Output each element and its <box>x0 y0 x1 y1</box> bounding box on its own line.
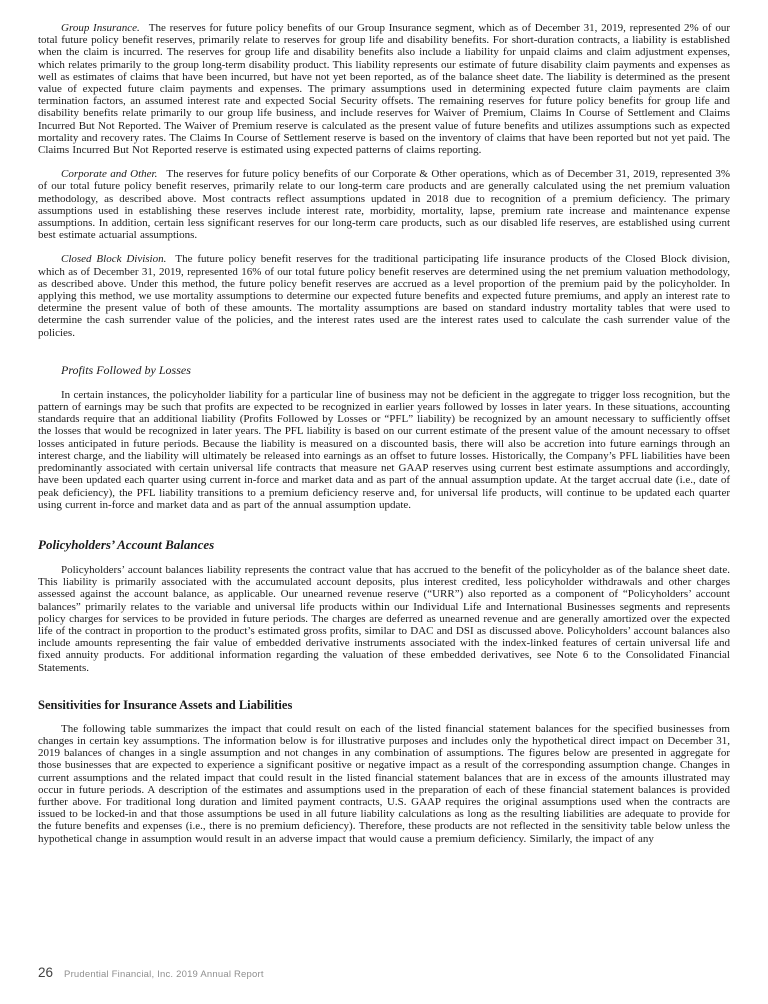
group-insurance-lead-in: Group Insurance. <box>61 22 140 34</box>
corporate-and-other-lead-in: Corporate and Other. <box>61 168 158 181</box>
paragraph-policyholders-account-balances <box>38 564 730 674</box>
corporate-and-other-text: The reserves for future policy benefits of our Corporate & Other operations, which as of December 31, 2019, represented 3% of our total future policy benefit reserves, primarily relate to our long-term care products and are generally calculated using the net premium valuation methodology, as described above. Most contracts reflect assumptions updated in 2018 due to recognition of a premium deficiency. The primary assumptions used in establishing these reserves include interest rate, morbidity, mortality, lapse, premium rate increase and maintenance expense assumptions. In addition, certain less significant reserves for our long-term care products, such as our disabled life reserves, are established using current best estimate actuarial assumptions. <box>38 168 731 242</box>
closed-block-division-text: The future policy benefit reserves for the traditional participating life insurance products of the Closed Block division, which as of December 31, 2019, represented 16% of our total future policy benefit reserves are determined using the net premium valuation methodology, as described above. Under this method, the future policy benefit reserves are accrued as a level proportion of the premium paid by the policyholder. In applying this method, we use mortality assumptions to determine our expected future benefits and expected future premiums, and apply an interest rate to determine the present value of both of these amounts. The mortality assumptions are based on standard industry mortality tables that were used to determine the cash surrender value of the policies, and the interest rates used are the interest rates used to calculate the cash surrender value of the policies. <box>38 253 730 339</box>
closed-block-division-lead-in: Closed Block Division. <box>61 253 167 266</box>
page-content <box>38 22 730 845</box>
policyholders-account-balances-text: Policyholders’ account balances liability represents the contract value that has accrued to the benefit of the policyholder as of the balance sheet date. This liability is primarily associated with the accumulated account deposits, plus interest credited, less policyholder withdrawals and other charges assessed against the account balance, as applicable. Our unearned revenue reserve (“URR”) also reported as a component of “Policyholders’ account balances” primarily relates to the variable and universal life products within our Individual Life and International Businesses segments and represents policy charges for services to be provided in future periods. The charges are deferred as unearned revenue and are generally amortized over the expected life of the contract in proportion to the product’s estimated gross profits, similar to DAC and DSI as discussed above. Policyholders’ account balances also include amounts representing the fair value of embedded derivative instruments associated with the index-linked features of certain universal life and fixed annuity products. For additional information regarding the valuation of these embedded derivatives, see Note 6 to the Consolidated Financial Statements. <box>38 563 730 674</box>
sensitivities-text: The following table summarizes the impact that could result on each of the listed financial statement balances for the specified businesses from changes in certain key assumptions. The information below is for illustrative purposes and includes only the hypothetical direct impact on December 31, 2019 balances of changes in a single assumption and not changes in any combination of assumptions. The figures below are presented in aggregate for those businesses that are expected to experience a significant positive or negative impact as a result of the corresponding assumption change. Changes in current assumptions and the related impact that could result in the listed financial statement balances that are in excess of the amounts illustrated may occur in future periods. A description of the estimates and assumptions used in the preparation of each of these financial statement balances is provided further above. For traditional long duration and limited payment contracts, U.S. GAAP requires the original assumptions used when the contracts are issued to be locked-in and that those assumptions be used in all future liability calculations as long as the resulting liabilities are adequate to provide for the future benefits and expenses (i.e., there is no premium deficiency). Therefore, these products are not reflected in the sensitivity table below unless the hypothetical change in assumption would result in an adverse impact that would cause a premium deficiency. Similarly, the impact of any <box>38 722 730 845</box>
paragraph-profits-followed-by-losses <box>38 389 730 511</box>
heading-sensitivities-for-insurance-assets-and-liabilities: Sensitivities for Insurance Assets and Liabilities <box>38 697 293 712</box>
group-insurance-text: The reserves for future policy benefits of our Group Insurance segment, which as of December 31, 2019, represented 2% of our total future policy benefit reserves, primarily relate to reserves for group life and disability benefits. For short-duration contracts, a liability is established when the claim is incurred. The reserves for group life and disability benefits also include a liability for unpaid claims and claim adjustment expenses, which relates primarily to the group long-term disability product. This liability represents our estimate of future disability claim payments and expenses as well as estimates of claims that have been incurred, but have not yet been reported, as of the balance sheet date. The liability is determined as the present value of expected future claim payments and expenses. The primary assumptions used in determining expected future claim payments are claim termination factors, an assumed interest rate and expected Social Security offsets. The remaining reserves for future policy benefits for group life and disability benefits relate primarily to our group life business, and include reserves for Waiver of Premium, Claims In Course of Settlement and Claims Incurred But Not Reported. The Waiver of Premium reserve is calculated as the present value of future benefits and utilizes assumptions such as expected mortality and recovery rates. The Claims In Course of Settlement reserve is based on the inventory of claims that have been reported but not yet paid. The Claims Incurred But Not Reported reserve is estimated using expected patterns of claims reporting. <box>38 22 730 157</box>
profits-followed-by-losses-text: In certain instances, the policyholder liability for a particular line of business may not be deficient in the aggregate to trigger loss recognition, but the pattern of earnings may be such that profits are expected to be recognized in earlier years followed by losses in later years. In these situations, accounting standards require that an additional liability (Profits Followed by Losses or “PFL” liability) be recognized by an amount necessary to sufficiently offset the losses that would be recognized in later years. The PFL liability is based on our current estimate of the present value of the amount necessary to offset losses anticipated in future periods. Because the liability is measured on a discounted basis, there will also be accretion into future earnings through an interest charge, and the liability will ultimately be released into earnings as an offset to future losses. Historically, the Company’s PFL liabilities have been predominantly associated with certain universal life contracts that measure net GAAP reserves using current best estimate assumptions and accordingly, have been updated each quarter using current in-force and market data and as part of the annual assumption update. At the target accrual date (i.e., date of peak deficiency), the PFL liability transitions to a premium deficiency reserve and, for universal life products, will continue to be updated each quarter using current in-force and market data and as part of the annual assumption update. <box>38 388 730 511</box>
page-number: 26 <box>38 965 54 980</box>
heading-policyholders-account-balances: Policyholders’ Account Balances <box>38 536 215 552</box>
paragraph-group-insurance <box>38 22 730 156</box>
page-footer <box>38 965 264 980</box>
heading-profits-followed-by-losses: Profits Followed by Losses <box>61 362 191 377</box>
paragraph-sensitivities <box>38 723 730 845</box>
report-title: Prudential Financial, Inc. 2019 Annual Report <box>64 969 264 980</box>
paragraph-closed-block-division <box>38 253 730 338</box>
paragraph-corporate-and-other <box>38 168 730 241</box>
